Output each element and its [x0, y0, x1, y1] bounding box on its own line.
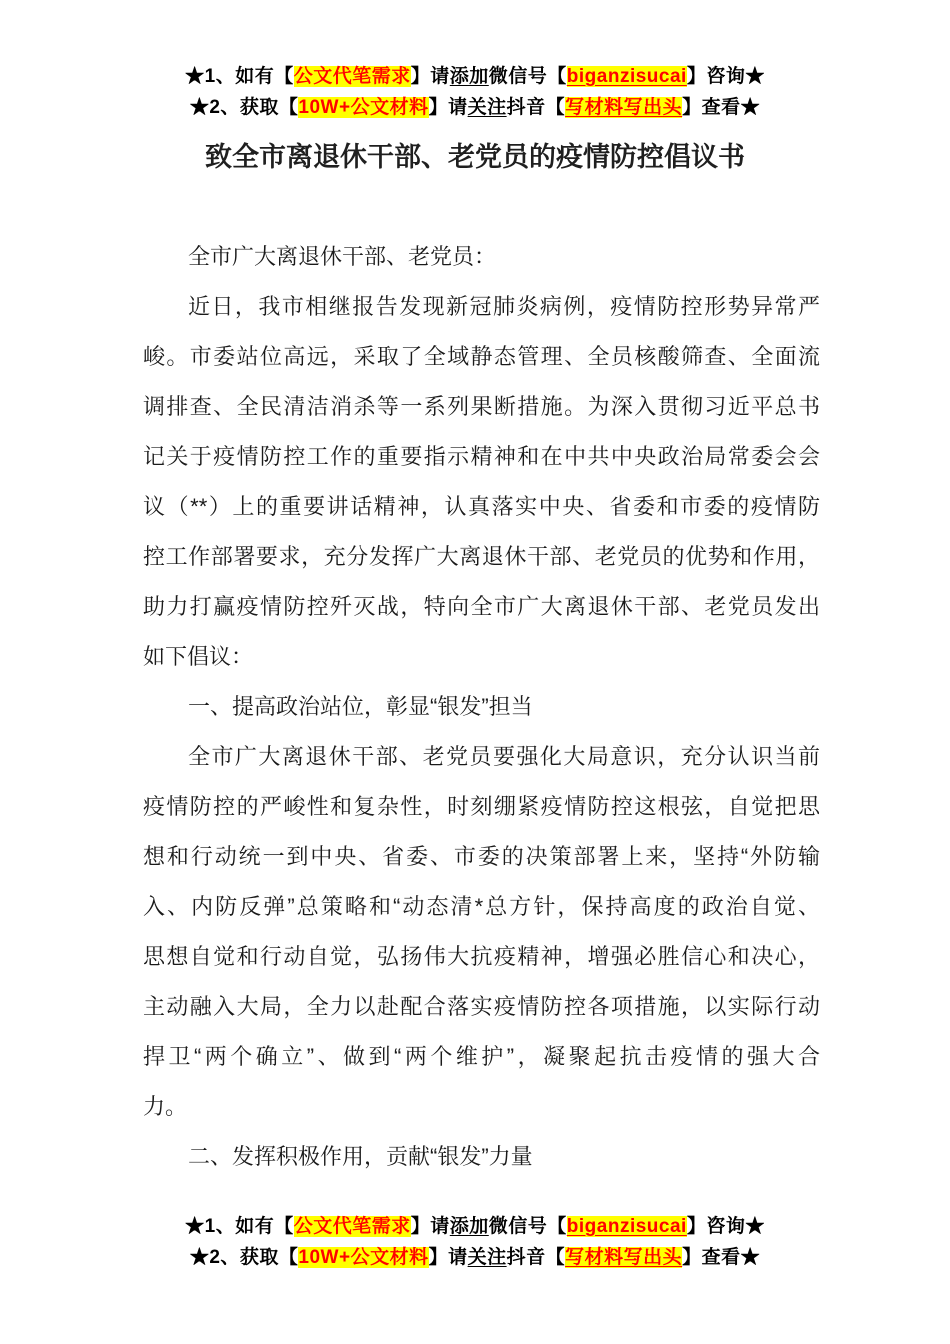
- promo-header-banner: [0, 61, 950, 123]
- underlined-promo-text: 添加: [449, 66, 489, 87]
- body-line: 峻。市委站位高远，采取了全域静态管理、全员核酸筛查、全面流: [143, 344, 820, 369]
- promo-footer-banner: [0, 1211, 950, 1273]
- promo-text: 微信号【: [488, 1216, 567, 1237]
- document-body: [143, 232, 820, 1182]
- body-line: 疫情防控的严峻性和复杂性，时刻绷紧疫情防控这根弦，自觉把思: [143, 794, 820, 819]
- highlighted-promo-text: 公文代笔需求: [293, 66, 411, 87]
- highlighted-promo-text: biganzisucai: [566, 1216, 687, 1237]
- salutation-line: 全市广大离退休干部、老党员：: [188, 244, 497, 269]
- highlighted-promo-text: 10W+公文材料: [298, 97, 429, 118]
- highlighted-promo-text: 写材料写出头: [565, 1247, 683, 1268]
- underlined-promo-text: 关注: [467, 97, 507, 118]
- underlined-promo-text: 关注: [467, 1247, 507, 1268]
- promo-line: [0, 1242, 950, 1273]
- promo-text: 】咨询★: [686, 1216, 765, 1237]
- body-line: 助力打赢疫情防控歼灭战，特向全市广大离退休干部、老党员发出: [143, 594, 820, 619]
- body-line: 议（**）上的重要讲话精神，认真落实中央、省委和市委的疫情防: [143, 494, 820, 519]
- promo-text: 】查看★: [682, 1247, 761, 1268]
- promo-text: 】咨询★: [686, 66, 765, 87]
- body-line: 想和行动统一到中央、省委、市委的决策部署上来，坚持“外防输: [143, 844, 820, 869]
- body-line: 力。: [143, 1094, 188, 1119]
- promo-text: 抖音【: [506, 1247, 566, 1268]
- highlighted-promo-text: 公文代笔需求: [293, 1216, 411, 1237]
- promo-text: 】请: [410, 66, 450, 87]
- promo-line: [0, 92, 950, 123]
- body-line: 控工作部署要求，充分发挥广大离退休干部、老党员的优势和作用，: [143, 544, 820, 569]
- promo-line: [0, 1211, 950, 1242]
- body-line: 如下倡议：: [143, 644, 254, 669]
- promo-text: 】请: [428, 1247, 468, 1268]
- promo-text: ★2、获取【: [189, 1247, 299, 1268]
- body-line: 思想自觉和行动自觉，弘扬伟大抗疫精神，增强必胜信心和决心，: [143, 944, 820, 969]
- promo-text: ★1、如有【: [185, 66, 294, 87]
- underlined-promo-text: 添加: [449, 1216, 489, 1237]
- document-title: 致全市离退休干部、老党员的疫情防控倡议书: [205, 142, 745, 172]
- body-line: 近日，我市相继报告发现新冠肺炎病例，疫情防控形势异常严: [188, 294, 820, 319]
- body-line: 调排查、全民清洁消杀等一系列果断措施。为深入贯彻习近平总书: [143, 394, 820, 419]
- promo-text: ★1、如有【: [185, 1216, 294, 1237]
- body-line: 捍卫“两个确立”、做到“两个维护”，凝聚起抗击疫情的强大合: [143, 1044, 820, 1069]
- section-heading: 二、发挥积极作用，贡献“银发”力量: [188, 1144, 533, 1169]
- body-line: 全市广大离退休干部、老党员要强化大局意识，充分认识当前: [188, 744, 820, 769]
- promo-text: 】查看★: [682, 97, 761, 118]
- highlighted-promo-text: 10W+公文材料: [298, 1247, 429, 1268]
- promo-text: 微信号【: [488, 66, 567, 87]
- promo-text: 抖音【: [506, 97, 566, 118]
- body-line: 记关于疫情防控工作的重要指示精神和在中共中央政治局常委会会: [143, 444, 820, 469]
- highlighted-promo-text: biganzisucai: [566, 66, 687, 87]
- section-heading: 一、提高政治站位，彰显“银发”担当: [188, 694, 533, 719]
- promo-text: 】请: [410, 1216, 450, 1237]
- body-line: 入、内防反弹”总策略和“动态清*总方针，保持高度的政治自觉、: [143, 894, 820, 919]
- promo-text: 】请: [428, 97, 468, 118]
- promo-text: ★2、获取【: [189, 97, 299, 118]
- highlighted-promo-text: 写材料写出头: [565, 97, 683, 118]
- body-line: 主动融入大局，全力以赴配合落实疫情防控各项措施，以实际行动: [143, 994, 820, 1019]
- promo-line: [0, 61, 950, 92]
